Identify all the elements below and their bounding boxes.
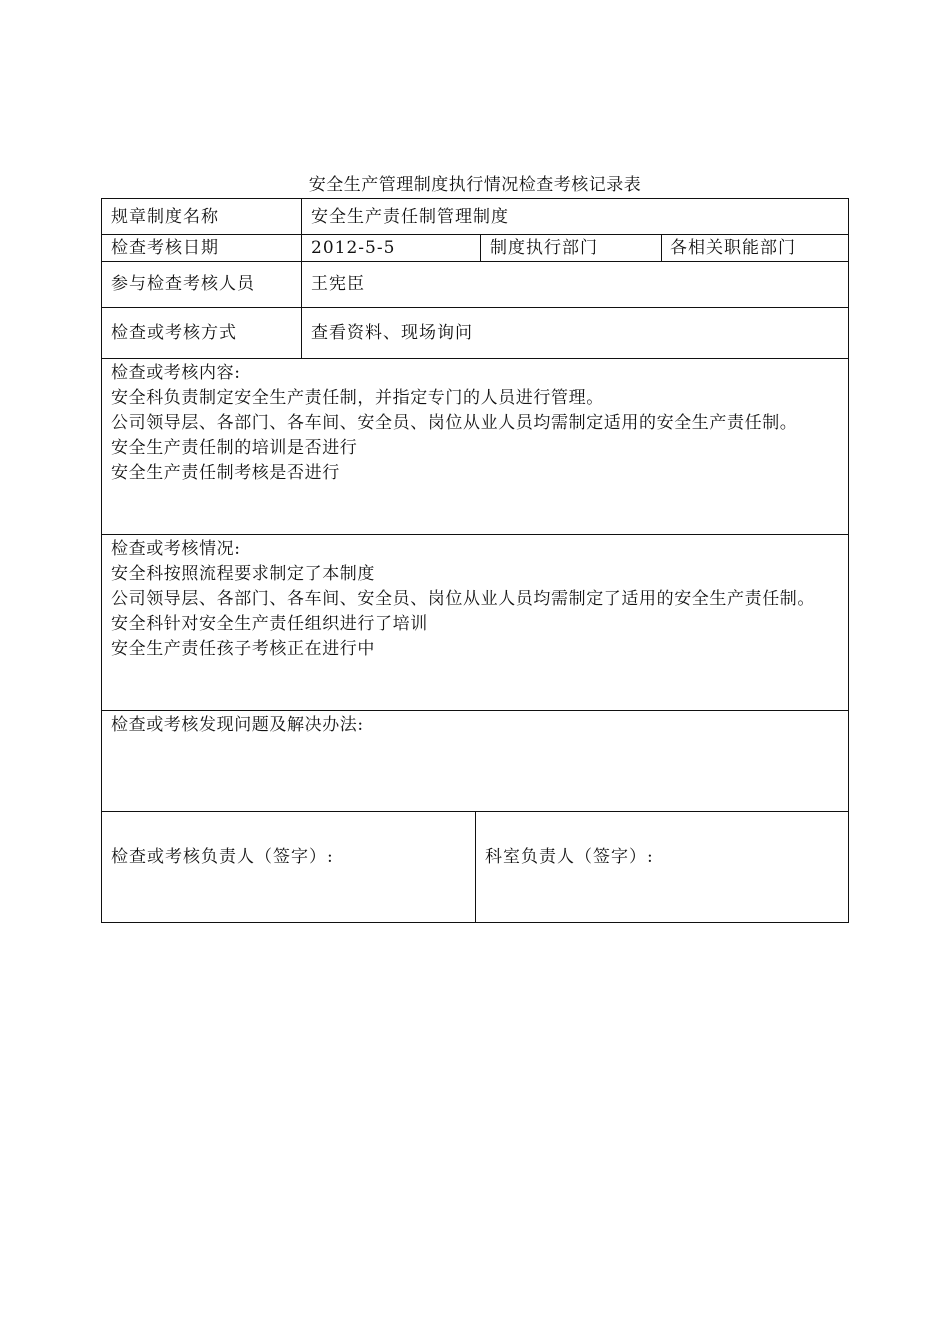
regulation-name-value: 安全生产责任制管理制度 xyxy=(311,207,509,227)
executing-department-value: 各相关职能部门 xyxy=(670,238,796,258)
column-divider xyxy=(661,234,662,261)
column-divider xyxy=(480,234,481,261)
inspection-content-line: 安全生产责任制的培训是否进行 xyxy=(111,438,358,458)
inspection-personnel-label: 参与检查考核人员 xyxy=(111,274,255,294)
issues-heading: 检查或考核发现问题及解决办法: xyxy=(111,715,364,735)
column-divider xyxy=(475,811,476,922)
row-divider xyxy=(102,710,848,711)
inspection-method-label: 检查或考核方式 xyxy=(111,323,237,343)
inspection-situation-line: 公司领导层、各部门、各车间、安全员、岗位从业人员均需制定了适用的安全生产责任制。 xyxy=(111,589,815,609)
inspection-personnel-value: 王宪臣 xyxy=(311,274,365,294)
inspection-situation-heading: 检查或考核情况: xyxy=(111,539,241,559)
inspection-content-line: 安全生产责任制考核是否进行 xyxy=(111,463,340,483)
inspection-method-value: 查看资料、现场询问 xyxy=(311,323,473,343)
document-title: 安全生产管理制度执行情况检查考核记录表 xyxy=(308,175,642,195)
inspection-date-label: 检查考核日期 xyxy=(111,238,219,258)
row-divider xyxy=(102,307,848,308)
executing-department-label: 制度执行部门 xyxy=(490,238,598,258)
inspection-content-line: 公司领导层、各部门、各车间、安全员、岗位从业人员均需制定适用的安全生产责任制。 xyxy=(111,413,798,433)
record-table xyxy=(101,198,849,923)
issues-section xyxy=(111,713,364,738)
inspection-content-line: 安全科负责制定安全生产责任制，并指定专门的人员进行管理。 xyxy=(111,388,604,408)
column-divider xyxy=(301,199,302,358)
inspection-situation-section xyxy=(111,537,815,662)
row-divider xyxy=(102,234,848,235)
inspection-situation-line: 安全生产责任孩子考核正在进行中 xyxy=(111,639,375,659)
inspection-content-section xyxy=(111,361,797,486)
row-divider xyxy=(102,534,848,535)
inspection-situation-line: 安全科针对安全生产责任组织进行了培训 xyxy=(111,614,428,634)
regulation-name-label: 规章制度名称 xyxy=(111,207,219,227)
inspection-situation-line: 安全科按照流程要求制定了本制度 xyxy=(111,564,375,584)
row-divider xyxy=(102,261,848,262)
section-head-signature-label: 科室负责人（签字）: xyxy=(485,847,654,867)
inspection-date-value: 2012-5-5 xyxy=(311,238,396,258)
row-divider xyxy=(102,358,848,359)
inspection-content-heading: 检查或考核内容: xyxy=(111,363,241,383)
inspector-signature-label: 检查或考核负责人（签字）: xyxy=(111,847,334,867)
